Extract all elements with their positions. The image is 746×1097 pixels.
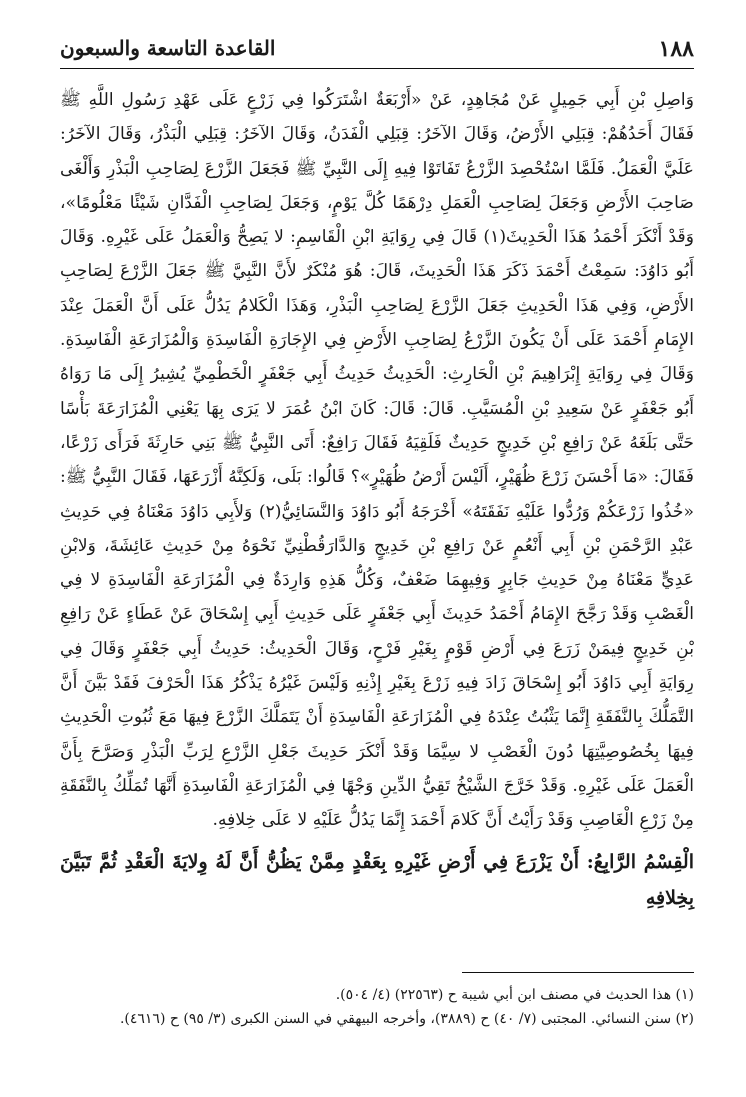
footnote-divider [462, 972, 694, 973]
footnote-2: (٢) سنن النسائي. المجتبى (٧/ ٤٠) ح (٣٨٨٩)، وأخرجه البيهقي في السنن الكبرى (٣/ ٩٥) ح (٤٦١٦). [119, 1011, 694, 1027]
main-text [60, 83, 694, 838]
section-heading: الْقِسْمُ الرَّابِعُ: أَنْ يَزْرَعَ فِي أَرْضِ غَيْرِهِ بِعَقْدٍ مِمَّنْ يَظُنُّ أَنَّ لَهُ وِلايَةَ الْعَقْدِ ثُمَّ تَبَيَّنَ بِخِلافِهِ [60, 850, 694, 909]
page-number: ١٨٨ [658, 36, 694, 62]
body-paragraph: وَاصِلِ بْنِ أَبِي جَمِيلٍ عَنْ مُجَاهِدٍ، عَنْ «أَرْبَعَةٌ اشْتَرَكُوا فِي زَرْعٍ عَلَى عَهْدِ رَسُولِ اللَّهِ ﷺ فَقَالَ أَحَدُهُمْ: قِبَلِي الأَرْضُ، وَقَالَ الآخَرُ: قِبَلِي الْفَدَنُ، وَقَالَ الآخَرُ: قِبَلِي الْبَذْرُ، وَقَالَ الآخَرُ: عَلَيَّ الْعَمَلُ. فَلَمَّا اسْتُحْصِدَ الزَّرْعُ تَفَاتَوْا فِيهِ إِلَى النَّبِيِّ ﷺ فَجَعَلَ الزَّرْعَ لِصَاحِبِ الْبَذْرِ وَأَلْغَى صَاحِبَ الأَرْضِ وَجَعَلَ لِصَاحِبِ الْعَمَلِ دِرْهَمًا كُلَّ يَوْمٍ، وَجَعَلَ لِصَاحِبِ الْفَدَّانِ شَيْئًا مَعْلُومًا»، وَقَدْ أَنْكَرَ أَحْمَدُ هَذَا الْحَدِيثَ(١) قَالَ فِي رِوَايَةِ ابْنِ الْقَاسِمِ: لا يَصِحُّ وَالْعَمَلُ عَلَى غَيْرِهِ. وَقَالَ أَبُو دَاوُدَ: سَمِعْتُ أَحْمَدَ ذَكَرَ هَذَا الْحَدِيثَ، قَالَ: هُوَ مُنْكَرٌ لأَنَّ النَّبِيَّ ﷺ جَعَلَ الزَّرْعَ لِصَاحِبِ الأَرْضِ، وَفِي هَذَا الْحَدِيثِ جَعَلَ الزَّرْعَ لِصَاحِبِ الْبَذْرِ، وَهَذَا الْكَلامُ يَدُلُّ عَلَى أَنَّ الْعَمَلَ عِنْدَ الإِمَامِ أَحْمَدَ عَلَى أَنْ يَكُونَ الزَّرْعُ لِصَاحِبِ الأَرْضِ فِي الإِجَارَةِ الْفَاسِدَةِ وَالْمُزَارَعَةِ الْفَاسِدَةِ. وَقَالَ فِي رِوَايَةِ إِبْرَاهِيمَ بْنِ الْحَارِثِ: الْحَدِيثُ حَدِيثُ أَبِي جَعْفَرٍ الْخَطْمِيِّ يُشِيرُ إِلَى مَا رَوَاهُ أَبُو جَعْفَرٍ عَنْ سَعِيدِ بْنِ الْمُسَيَّبِ. قَالَ: قَالَ: كَانَ ابْنُ عُمَرَ لا يَرَى بِهَا يَعْنِي الْمُزَارَعَةَ بَأْسًا حَتَّى بَلَغَهُ عَنْ رَافِعِ بْنِ خَدِيجٍ حَدِيثٌ فَلَقِيَهُ فَقَالَ رَافِعٌ: أَتَى النَّبِيُّ ﷺ بَنِي حَارِثَةَ فَرَأَى زَرْعًا، فَقَالَ: «مَا أَحْسَنَ زَرْعَ ظُهَيْرٍ، أَلَيْسَ أَرْضُ ظُهَيْرٍ»؟ قَالُوا: بَلَى، وَلَكِنَّهُ أَزْرَعَهَا، فَقَالَ النَّبِيُّ ﷺ: «خُذُوا زَرْعَكُمْ وَرُدُّوا عَلَيْهِ نَفَقَتَهُ» أَخْرَجَهُ أَبُو دَاوُدَ وَالنَّسَائِيُّ(٢) وَلأَبِي دَاوُدَ مَعْنَاهُ فِي حَدِيثِ عَبْدِ الرَّحْمَنِ بْنِ أَبِي أَنْعُمٍ عَنْ رَافِعِ بْنِ خَدِيجٍ وَالدَّارَقُطْنِيِّ نَحْوَهُ مِنْ حَدِيثِ عَائِشَةَ، وَلابْنِ عَدِيٍّ مَعْنَاهُ مِنْ حَدِيثِ جَابِرٍ وَفِيهِمَا ضَعْفٌ، وَكُلُّ هَذِهِ وَارِدَةٌ فِي الْمُزَارَعَةِ الْفَاسِدَةِ لا فِي الْغَصْبِ وَقَدْ رَجَّحَ الإِمَامُ أَحْمَدُ حَدِيثَ أَبِي جَعْفَرٍ عَلَى حَدِيثِ أَبِي إِسْحَاقَ عَنْ عَطَاءٍ عَنْ رَافِعِ بْنِ خَدِيجٍ فِيمَنْ زَرَعَ فِي أَرْضِ قَوْمٍ بِغَيْرِ فَرْحٍ، وَقَالَ الْحَدِيثُ: حَدِيثُ أَبِي جَعْفَرٍ وَقَالَ فِي رِوَايَةِ أَبِي دَاوُدَ أَبُو إِسْحَاقَ زَادَ فِيهِ زَرْعَ بِغَيْرِ إِذْنِهِ وَلَيْسَ غَيْرُهُ يَذْكُرُ هَذَا الْحَرْفَ فَقَدْ بَيَّنَ أَنَّ التَّمَلُّكَ بِالنَّفَقَةِ إِنَّمَا يَثْبُتُ عِنْدَهُ فِي الْمُزَارَعَةِ الْفَاسِدَةِ أَنْ يَتَمَلَّكَ الزَّرْعَ فِيهَا مَعَ ثُبُوتِ الْحَدِيثِ فِيهَا بِخُصُوصِيَّتِهَا دُونَ الْغَصْبِ لا سِيَّمَا وَقَدْ أَنْكَرَ حَدِيثَ جَعْلِ الزَّرْعِ لِرَبِّ الْبَذْرِ وَصَرَّحَ بِأَنَّ الْعَمَلَ عَلَى غَيْرِهِ. وَقَدْ خَرَّجَ الشَّيْخُ تَقِيُّ الدِّينِ وَجْهًا فِي الْمُزَارَعَةِ الْفَاسِدَةِ أَنَّهَا تُمَلِّكُ بِالنَّفَقَةِ مِنْ زَرْعِ الْغَاصِبِ وَقَدْ رَأَيْتُ أَنَّ كَلامَ أَحْمَدَ إِنَّمَا يَدُلُّ عَلَيْهِ لا عَلَى خِلافِهِ. [60, 90, 695, 831]
footnote-1: (١) هذا الحديث في مصنف ابن أبي شيبة ح (٢٢٥٦٣) (٤/ ٥٠٤). [335, 987, 694, 1003]
footnotes [60, 972, 694, 1031]
book-page [60, 34, 694, 1077]
chapter-title: القاعدة التاسعة والسبعون [60, 36, 276, 60]
running-header [60, 34, 694, 69]
